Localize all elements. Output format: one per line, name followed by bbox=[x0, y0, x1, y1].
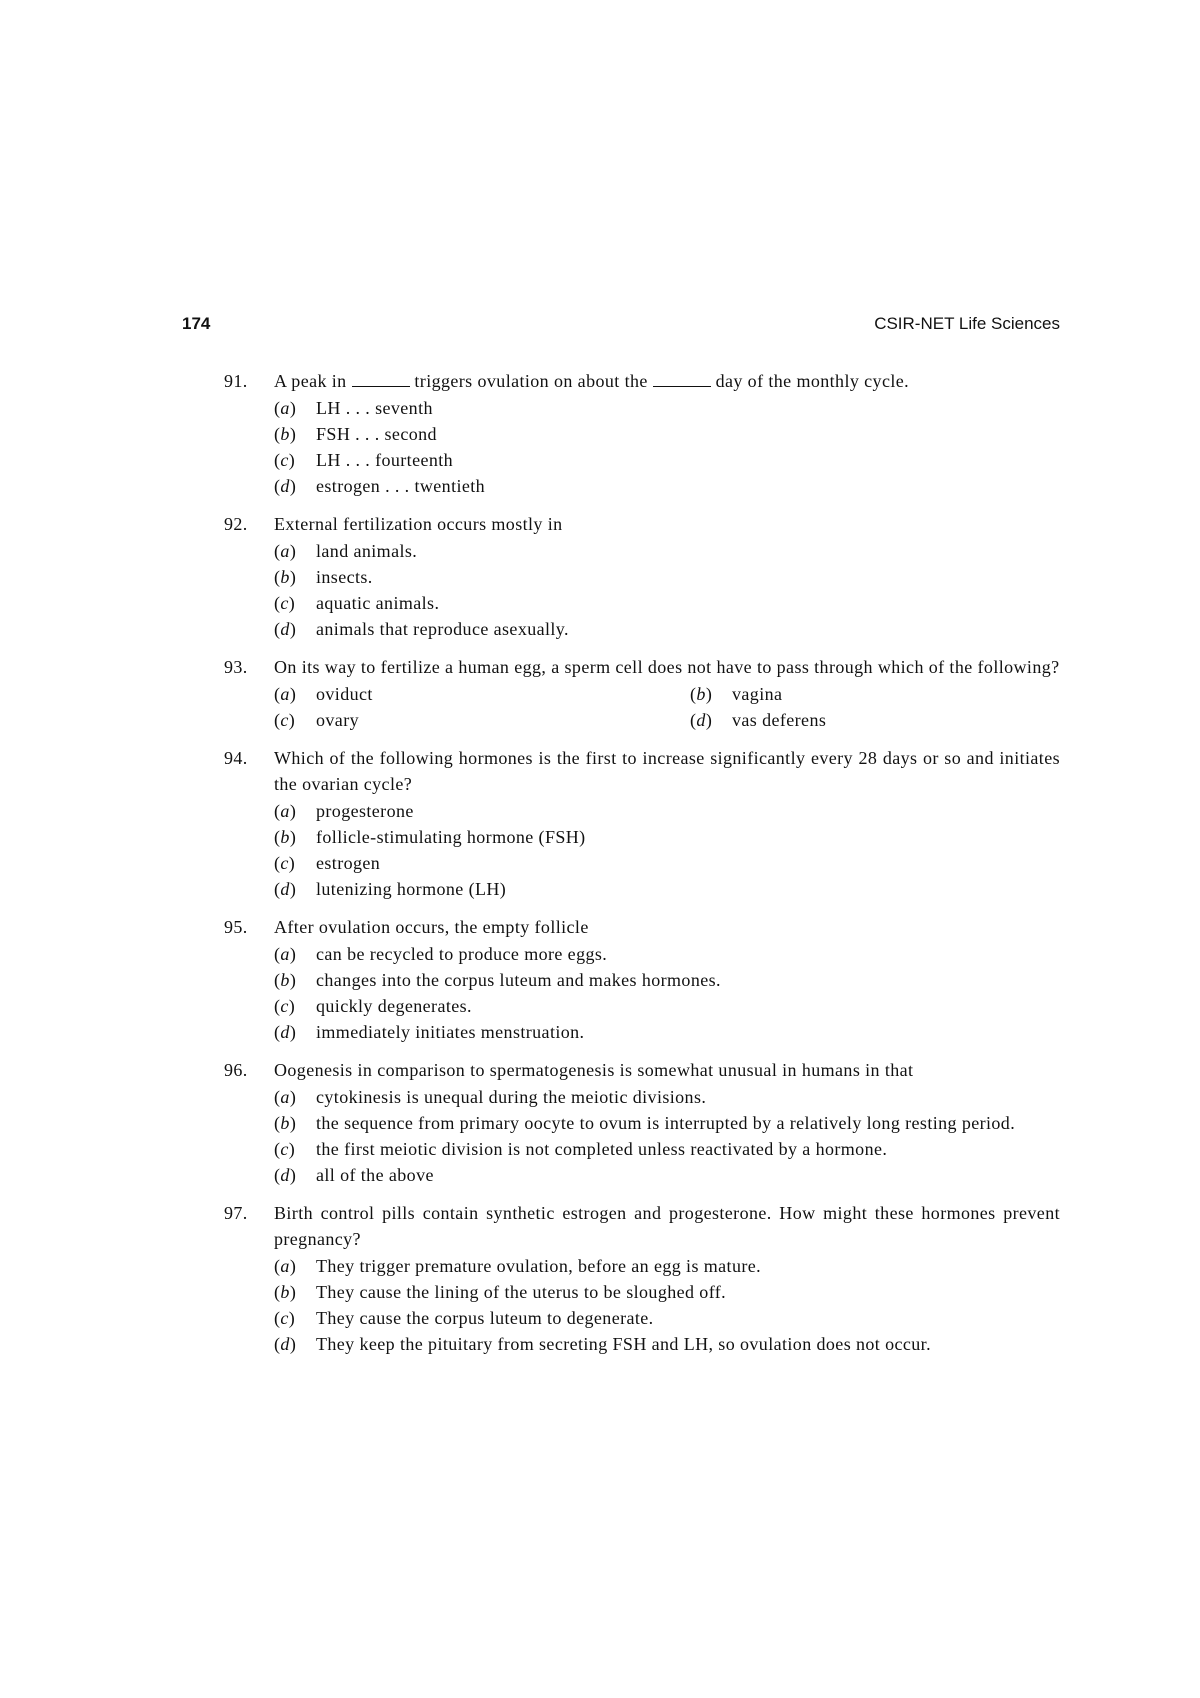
option-a: (a) can be recycled to produce more eggs. bbox=[274, 944, 608, 964]
option-b: (b) They cause the lining of the uterus to be sloughed off. bbox=[274, 1282, 727, 1302]
option-b: (b) insects. bbox=[274, 567, 373, 587]
option-text: immediately initiates menstruation. bbox=[316, 1022, 585, 1042]
option-list bbox=[274, 1084, 1060, 1188]
question-number: 93. bbox=[224, 657, 248, 677]
option-list bbox=[274, 395, 1060, 499]
question-91 bbox=[224, 368, 1060, 499]
option-c: (c) They cause the corpus luteum to degenerate. bbox=[274, 1308, 654, 1328]
option-a: (a) land animals. bbox=[274, 541, 418, 561]
question-number: 94. bbox=[224, 748, 248, 768]
option-text: the sequence from primary oocyte to ovum is interrupted by a relatively long resting period. bbox=[316, 1113, 1016, 1133]
option-text: all of the above bbox=[316, 1165, 434, 1185]
option-text: They trigger premature ovulation, before an egg is mature. bbox=[316, 1256, 762, 1276]
question-text-part: day of the monthly cycle. bbox=[715, 371, 910, 391]
option-list bbox=[274, 941, 1060, 1045]
option-text: estrogen bbox=[316, 853, 381, 873]
option-c: (c) the first meiotic division is not completed unless reactivated by a hormone. bbox=[274, 1139, 888, 1159]
option-list bbox=[274, 798, 1060, 902]
option-b: (b) the sequence from primary oocyte to ovum is interrupted by a relatively long resting period. bbox=[274, 1113, 1016, 1133]
option-text: ovary bbox=[316, 710, 359, 730]
question-number: 95. bbox=[224, 917, 248, 937]
option-text: vas deferens bbox=[732, 710, 827, 730]
question-text: External fertilization occurs mostly in bbox=[274, 514, 563, 534]
option-text: They cause the lining of the uterus to be sloughed off. bbox=[316, 1282, 727, 1302]
question-92 bbox=[224, 511, 1060, 642]
page-number: 174 bbox=[182, 314, 211, 333]
option-c: (c) estrogen bbox=[274, 853, 381, 873]
option-text: the first meiotic division is not completed unless reactivated by a hormone. bbox=[316, 1139, 888, 1159]
question-number: 91. bbox=[224, 371, 248, 391]
option-list bbox=[274, 681, 1060, 733]
option-d: (d) immediately initiates menstruation. bbox=[274, 1022, 585, 1042]
option-a: (a) oviduct bbox=[274, 684, 373, 704]
question-text: Birth control pills contain synthetic estrogen and progesterone. How might these hormones prevent pregnancy? bbox=[274, 1203, 1060, 1249]
blank-line bbox=[352, 372, 410, 387]
option-b: (b) FSH . . . second bbox=[274, 424, 437, 444]
option-text: progesterone bbox=[316, 801, 414, 821]
question-text-part: A peak in bbox=[274, 371, 347, 391]
option-list bbox=[274, 1253, 1060, 1357]
option-c: (c) LH . . . fourteenth bbox=[274, 450, 454, 470]
option-text: quickly degenerates. bbox=[316, 996, 472, 1016]
question-text: On its way to fertilize a human egg, a sperm cell does not have to pass through which of the following? bbox=[274, 657, 1060, 677]
option-text: lutenizing hormone (LH) bbox=[316, 879, 507, 899]
option-text: FSH . . . second bbox=[316, 424, 437, 444]
option-b: (b) vagina bbox=[690, 684, 783, 704]
question-text: Oogenesis in comparison to spermatogenesis is somewhat unusual in humans in that bbox=[274, 1060, 914, 1080]
option-text: cytokinesis is unequal during the meiotic divisions. bbox=[316, 1087, 707, 1107]
option-d: (d) vas deferens bbox=[690, 710, 827, 730]
option-text: aquatic animals. bbox=[316, 593, 440, 613]
option-text: changes into the corpus luteum and makes hormones. bbox=[316, 970, 721, 990]
question-95 bbox=[224, 914, 1060, 1045]
option-text: can be recycled to produce more eggs. bbox=[316, 944, 608, 964]
option-a: (a) They trigger premature ovulation, before an egg is mature. bbox=[274, 1256, 762, 1276]
option-text: They cause the corpus luteum to degenerate. bbox=[316, 1308, 654, 1328]
question-number: 92. bbox=[224, 514, 248, 534]
option-text: follicle-stimulating hormone (FSH) bbox=[316, 827, 586, 847]
question-text: Which of the following hormones is the first to increase significantly every 28 days or so and initiates the ovarian cycle? bbox=[274, 748, 1060, 794]
blank-line bbox=[653, 372, 711, 387]
option-list bbox=[274, 538, 1060, 642]
option-d: (d) all of the above bbox=[274, 1165, 434, 1185]
option-d: (d) estrogen . . . twentieth bbox=[274, 476, 486, 496]
question-97 bbox=[224, 1200, 1060, 1357]
option-a: (a) LH . . . seventh bbox=[274, 398, 433, 418]
option-d: (d) lutenizing hormone (LH) bbox=[274, 879, 507, 899]
option-c: (c) aquatic animals. bbox=[274, 593, 440, 613]
option-d: (d) animals that reproduce asexually. bbox=[274, 619, 569, 639]
question-93 bbox=[224, 654, 1060, 733]
option-a: (a) cytokinesis is unequal during the meiotic divisions. bbox=[274, 1087, 707, 1107]
question-number: 96. bbox=[224, 1060, 248, 1080]
option-b: (b) follicle-stimulating hormone (FSH) bbox=[274, 827, 586, 847]
question-94 bbox=[224, 745, 1060, 902]
option-text: LH . . . fourteenth bbox=[316, 450, 454, 470]
option-text: vagina bbox=[732, 684, 783, 704]
option-text: They keep the pituitary from secreting FSH and LH, so ovulation does not occur. bbox=[316, 1334, 931, 1354]
option-text: oviduct bbox=[316, 684, 373, 704]
option-c: (c) quickly degenerates. bbox=[274, 996, 472, 1016]
option-text: animals that reproduce asexually. bbox=[316, 619, 569, 639]
question-96 bbox=[224, 1057, 1060, 1188]
option-a: (a) progesterone bbox=[274, 801, 414, 821]
running-title: CSIR-NET Life Sciences bbox=[874, 314, 1060, 333]
question-text: After ovulation occurs, the empty follicle bbox=[274, 917, 589, 937]
option-d: (d) They keep the pituitary from secreting FSH and LH, so ovulation does not occur. bbox=[274, 1334, 931, 1354]
question-number: 97. bbox=[224, 1203, 248, 1223]
question-list bbox=[224, 368, 1060, 1369]
page-header bbox=[182, 314, 1060, 338]
option-text: estrogen . . . twentieth bbox=[316, 476, 486, 496]
option-text: land animals. bbox=[316, 541, 418, 561]
option-b: (b) changes into the corpus luteum and makes hormones. bbox=[274, 970, 721, 990]
option-text: LH . . . seventh bbox=[316, 398, 433, 418]
question-text-part: triggers ovulation on about the bbox=[414, 371, 648, 391]
option-c: (c) ovary bbox=[274, 710, 359, 730]
option-text: insects. bbox=[316, 567, 373, 587]
question-text bbox=[274, 368, 1060, 394]
